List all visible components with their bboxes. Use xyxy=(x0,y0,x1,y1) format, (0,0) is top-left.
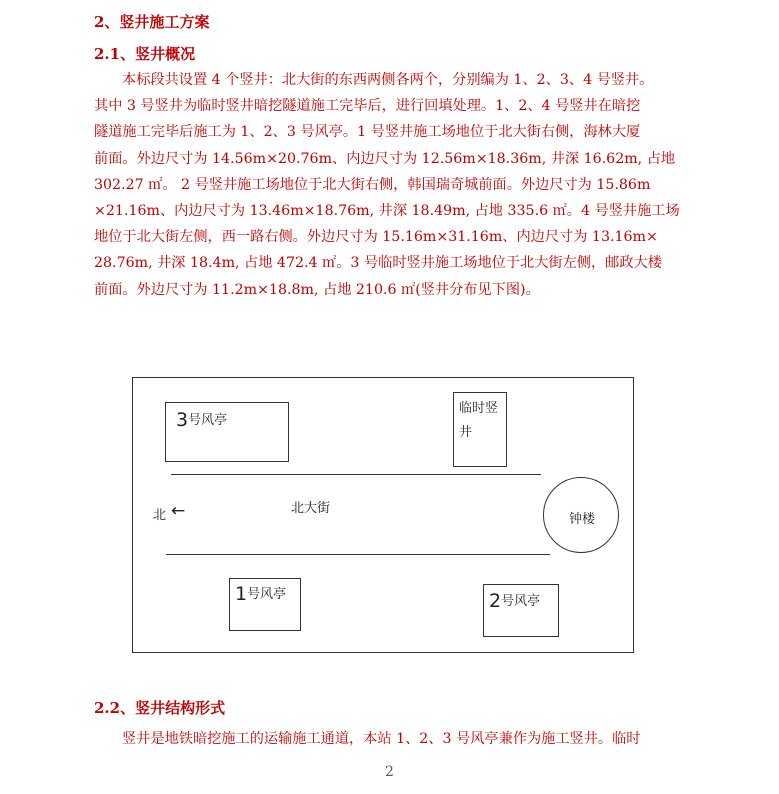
fengting-2-box xyxy=(483,584,559,637)
north-label: 北 xyxy=(153,508,167,523)
fengting-3-box xyxy=(165,402,289,462)
temp-shaft-box xyxy=(453,392,507,467)
fengting-1-label: 1号风亭 xyxy=(235,583,287,605)
bell-tower-circle xyxy=(543,477,619,553)
paragraph-line: 前面。外边尺寸为 11.2m×18.8m, 占地 210.6 ㎡(竖井分布见下图)。 xyxy=(94,281,540,298)
north-arrow-icon: ← xyxy=(171,501,186,521)
shaft-layout-diagram xyxy=(132,377,634,653)
paragraph-shaft-structure xyxy=(94,726,714,752)
paragraph-line: 302.27 ㎡。 2 号竖井施工场地位于北大街右侧，韩国瑞奇城前面。外边尺寸为 15.86m xyxy=(94,176,651,193)
section-title-2-1: 2.1、竖井概况 xyxy=(94,45,196,63)
paragraph-line: 前面。外边尺寸为 14.56m×20.76m、内边尺寸为 12.56m×18.36m, 井深 16.62m, 占地 xyxy=(94,150,676,167)
section-title-2: 2、竖井施工方案 xyxy=(94,13,210,31)
street-label: 北大街 xyxy=(291,501,331,516)
fengting-3-label: 3号风亭 xyxy=(176,409,228,431)
fengting-1-box xyxy=(229,578,301,631)
section-title-2-2: 2.2、竖井结构形式 xyxy=(94,699,226,717)
paragraph-line: 隧道施工完毕后施工为 1、2、3 号风亭。1 号竖井施工场地位于北大街右侧，海林大厦 xyxy=(94,124,641,141)
road-lower-line xyxy=(166,554,550,555)
paragraph-line: 28.76m, 井深 18.4m, 占地 472.4 ㎡。3 号临时竖井施工场地位于北大街左侧，邮政大楼 xyxy=(94,255,662,272)
paragraph-shaft-overview xyxy=(94,67,714,303)
paragraph-line: 本标段共设置 4 个竖井：北大街的东西两侧各两个，分别编为 1、2、3、4 号竖井。 xyxy=(122,72,654,88)
paragraph-line: 其中 3 号竖井为临时竖井暗挖隧道施工完毕后，进行回填处理。1、2、4 号竖井在暗挖 xyxy=(94,98,641,115)
paragraph-line: ×21.16m、内边尺寸为 13.46m×18.76m, 井深 18.49m, 占地 335.6 ㎡。4 号竖井施工场 xyxy=(94,202,680,219)
page-number: 2 xyxy=(385,764,394,780)
fengting-2-label: 2号风亭 xyxy=(489,590,541,612)
temp-shaft-label-line2: 井 xyxy=(459,425,473,440)
paragraph-line: 地位于北大街左侧，西一路右侧。外边尺寸为 15.16m×31.16m、内边尺寸为 13.16m× xyxy=(94,229,658,246)
bell-tower-label: 钟楼 xyxy=(569,512,596,527)
temp-shaft-label-line1: 临时竖 xyxy=(459,401,499,416)
paragraph-line: 竖井是地铁暗挖施工的运输施工通道，本站 1、2、3 号风亭兼作为施工竖井。临时 xyxy=(122,731,641,747)
road-upper-line xyxy=(171,474,541,475)
